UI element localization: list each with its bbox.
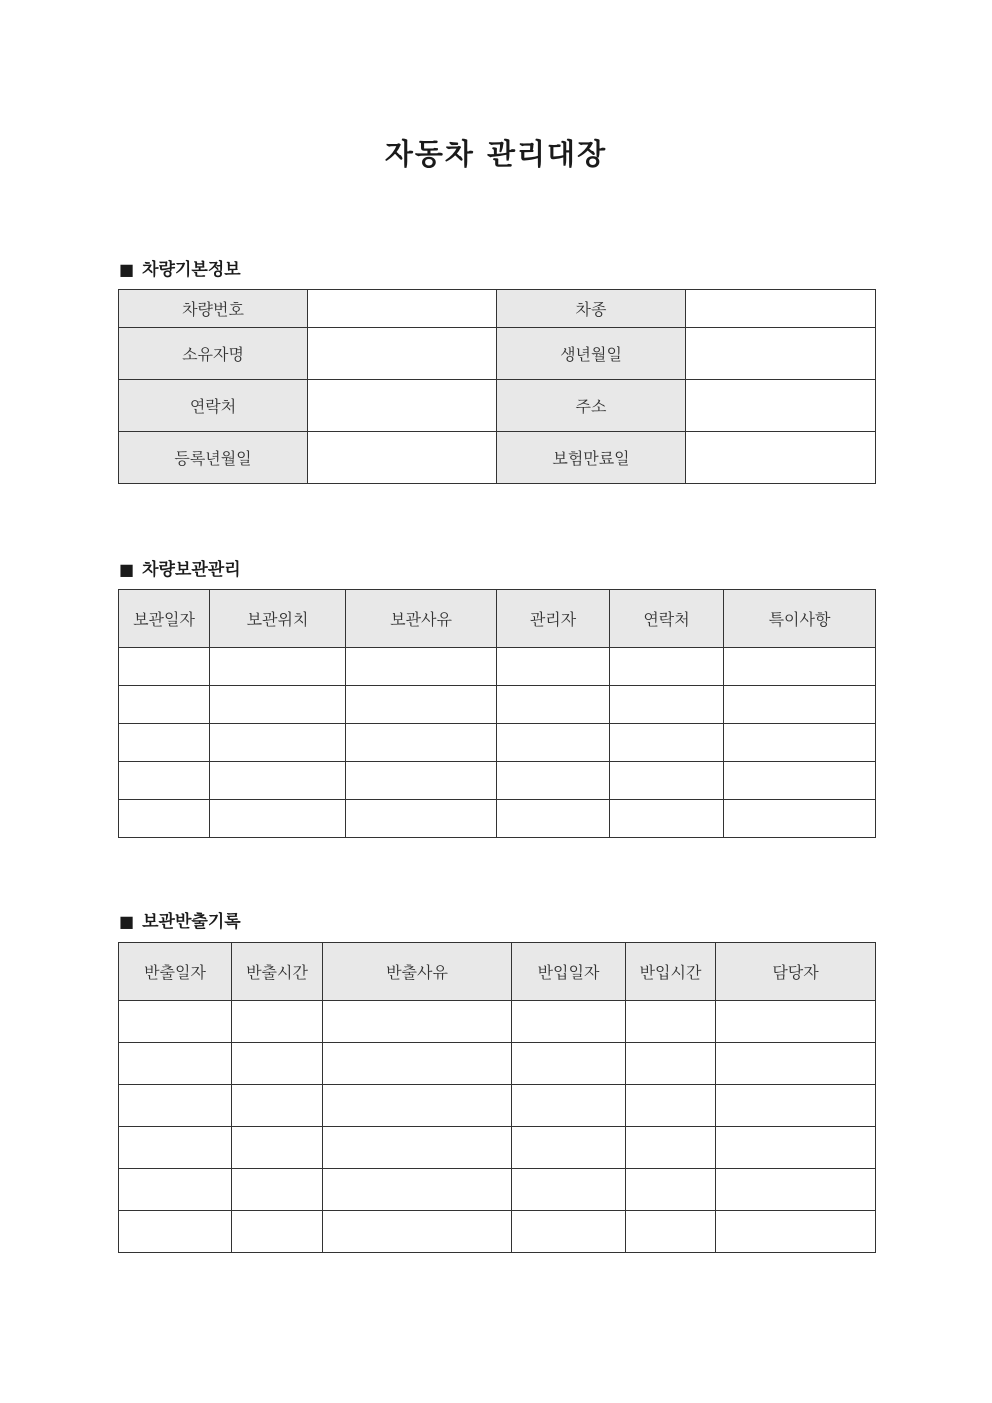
table-cell[interactable] — [610, 762, 724, 800]
basic-info-table — [118, 289, 876, 484]
table-cell[interactable] — [323, 1085, 512, 1127]
table-cell[interactable] — [232, 1043, 323, 1085]
table-row — [119, 1085, 876, 1127]
table-cell[interactable] — [119, 1001, 232, 1043]
column-header: 보관일자 — [119, 590, 210, 648]
column-header: 관리자 — [497, 590, 610, 648]
table-row — [119, 1169, 876, 1211]
table-cell[interactable] — [716, 1211, 876, 1253]
table-cell[interactable] — [346, 800, 497, 838]
table-cell[interactable] — [724, 686, 876, 724]
page-title: 자동차 관리대장 — [384, 137, 608, 171]
table-cell[interactable] — [346, 724, 497, 762]
field-label: 주소 — [497, 380, 686, 432]
table-cell[interactable] — [610, 648, 724, 686]
table-cell[interactable] — [716, 1043, 876, 1085]
table-row — [119, 1127, 876, 1169]
storage-table — [118, 589, 876, 838]
square-bullet-icon: ■ — [119, 560, 135, 579]
field-value[interactable] — [686, 432, 876, 484]
table-cell[interactable] — [210, 686, 346, 724]
table-cell[interactable] — [497, 762, 610, 800]
field-value[interactable] — [308, 328, 497, 380]
table-cell[interactable] — [119, 1211, 232, 1253]
table-row — [119, 1043, 876, 1085]
table-cell[interactable] — [716, 1001, 876, 1043]
field-label: 보험만료일 — [497, 432, 686, 484]
table-row — [119, 686, 876, 724]
table-cell[interactable] — [119, 800, 210, 838]
field-label: 차량번호 — [119, 290, 308, 328]
table-cell[interactable] — [232, 1211, 323, 1253]
table-cell[interactable] — [512, 1001, 626, 1043]
field-label: 차종 — [497, 290, 686, 328]
table-row — [119, 290, 876, 328]
table-cell[interactable] — [210, 648, 346, 686]
table-cell[interactable] — [512, 1211, 626, 1253]
table-cell[interactable] — [610, 686, 724, 724]
table-cell[interactable] — [626, 1211, 716, 1253]
table-cell[interactable] — [323, 1043, 512, 1085]
table-cell[interactable] — [716, 1085, 876, 1127]
table-row — [119, 762, 876, 800]
table-cell[interactable] — [232, 1169, 323, 1211]
field-value[interactable] — [308, 380, 497, 432]
table-cell[interactable] — [724, 648, 876, 686]
table-cell[interactable] — [497, 686, 610, 724]
table-cell[interactable] — [119, 1043, 232, 1085]
table-cell[interactable] — [323, 1169, 512, 1211]
table-row — [119, 800, 876, 838]
field-value[interactable] — [308, 290, 497, 328]
section-title: 보관반출기록 — [142, 912, 241, 932]
table-cell[interactable] — [119, 1169, 232, 1211]
table-cell[interactable] — [346, 686, 497, 724]
column-header: 담당자 — [716, 943, 876, 1001]
table-cell[interactable] — [323, 1127, 512, 1169]
table-cell[interactable] — [210, 800, 346, 838]
table-header-row — [119, 590, 876, 648]
square-bullet-icon: ■ — [119, 260, 135, 279]
section-heading-storage — [119, 555, 241, 580]
table-cell[interactable] — [232, 1127, 323, 1169]
table-cell[interactable] — [119, 648, 210, 686]
column-header: 보관위치 — [210, 590, 346, 648]
table-cell[interactable] — [346, 762, 497, 800]
column-header: 특이사항 — [724, 590, 876, 648]
column-header: 반입시간 — [626, 943, 716, 1001]
table-cell[interactable] — [716, 1127, 876, 1169]
table-row — [119, 1001, 876, 1043]
table-cell[interactable] — [626, 1085, 716, 1127]
column-header: 보관사유 — [346, 590, 497, 648]
release-table — [118, 942, 876, 1253]
field-label: 소유자명 — [119, 328, 308, 380]
table-row — [119, 724, 876, 762]
section-heading-basic-info — [119, 255, 241, 280]
table-cell[interactable] — [610, 800, 724, 838]
table-cell[interactable] — [724, 724, 876, 762]
table-cell[interactable] — [512, 1169, 626, 1211]
table-cell[interactable] — [210, 724, 346, 762]
table-cell[interactable] — [232, 1001, 323, 1043]
table-row — [119, 328, 876, 380]
column-header: 반출일자 — [119, 943, 232, 1001]
table-cell[interactable] — [626, 1043, 716, 1085]
table-cell[interactable] — [497, 800, 610, 838]
field-value[interactable] — [686, 290, 876, 328]
table-cell[interactable] — [119, 686, 210, 724]
table-cell[interactable] — [626, 1169, 716, 1211]
table-cell[interactable] — [724, 762, 876, 800]
field-value[interactable] — [308, 432, 497, 484]
field-label: 생년월일 — [497, 328, 686, 380]
table-cell[interactable] — [610, 724, 724, 762]
table-cell[interactable] — [512, 1043, 626, 1085]
table-cell[interactable] — [119, 1127, 232, 1169]
table-cell[interactable] — [512, 1085, 626, 1127]
table-row — [119, 1211, 876, 1253]
field-value[interactable] — [686, 328, 876, 380]
table-cell[interactable] — [346, 648, 497, 686]
column-header: 연락처 — [610, 590, 724, 648]
table-cell[interactable] — [497, 648, 610, 686]
column-header: 반입일자 — [512, 943, 626, 1001]
table-cell[interactable] — [716, 1169, 876, 1211]
table-cell[interactable] — [512, 1127, 626, 1169]
table-cell[interactable] — [626, 1127, 716, 1169]
section-title: 차량보관관리 — [142, 560, 241, 580]
column-header: 반출시간 — [232, 943, 323, 1001]
table-cell[interactable] — [724, 800, 876, 838]
section-heading-release — [119, 907, 241, 932]
table-cell[interactable] — [323, 1211, 512, 1253]
table-row — [119, 380, 876, 432]
table-cell[interactable] — [210, 762, 346, 800]
square-bullet-icon: ■ — [119, 912, 135, 931]
field-value[interactable] — [686, 380, 876, 432]
field-label: 연락처 — [119, 380, 308, 432]
table-cell[interactable] — [232, 1085, 323, 1127]
section-title: 차량기본정보 — [142, 260, 241, 280]
table-row — [119, 432, 876, 484]
table-cell[interactable] — [119, 762, 210, 800]
field-label: 등록년월일 — [119, 432, 308, 484]
table-header-row — [119, 943, 876, 1001]
table-cell[interactable] — [119, 1085, 232, 1127]
table-row — [119, 648, 876, 686]
table-cell[interactable] — [626, 1001, 716, 1043]
table-cell[interactable] — [119, 724, 210, 762]
column-header: 반출사유 — [323, 943, 512, 1001]
table-cell[interactable] — [497, 724, 610, 762]
table-cell[interactable] — [323, 1001, 512, 1043]
